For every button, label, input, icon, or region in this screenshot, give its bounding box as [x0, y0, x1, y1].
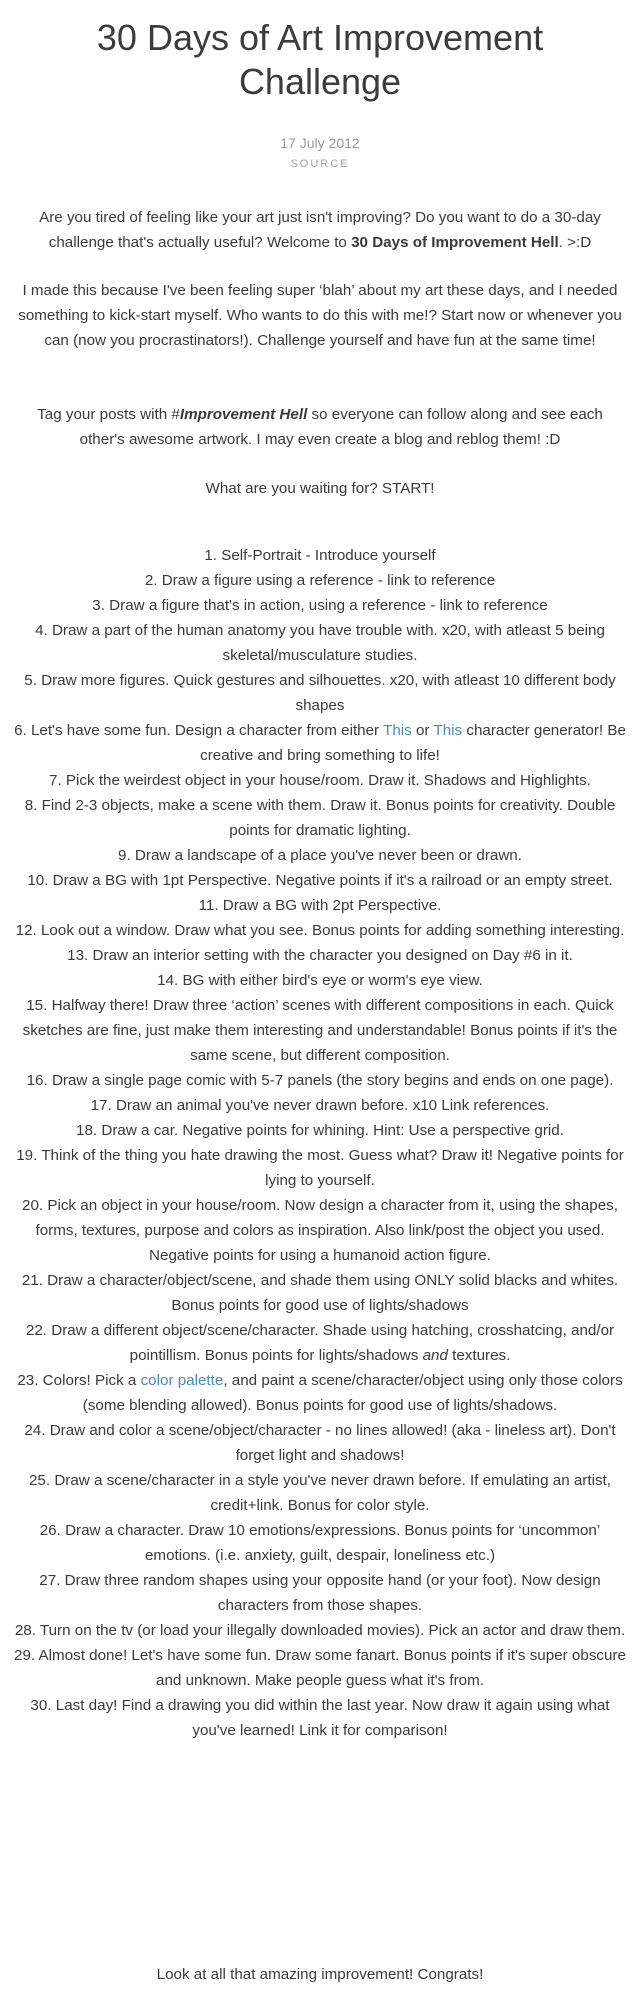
challenge-item-26: 26. Draw a character. Draw 10 emotions/expressions. Bonus points for ‘uncommon’ emotions. (i.e. anxiety, guilt, despair, loneliness etc.): [39, 1522, 601, 1564]
hashtag: Improvement Hell: [179, 406, 308, 423]
challenge-item-30: 30. Last day! Find a drawing you did within the last year. Now draw it again using what you've learned! Link it for comparison!: [30, 1697, 610, 1739]
challenge-item-24: 24. Draw and color a scene/object/character - no lines allowed! (aka - lineless art). Don't forget light and shadows!: [24, 1422, 616, 1464]
character-generator-link-2[interactable]: This: [433, 722, 463, 739]
challenge-item-17: 17. Draw an animal you've never drawn before. x10 Link references.: [90, 1097, 550, 1114]
challenge-item-23: 23. Colors! Pick a color palette, and paint a scene/character/object using only those colors (some blending allowed). Bonus points for good use of lights/shadows.: [17, 1372, 623, 1414]
color-palette-link[interactable]: color palette: [140, 1372, 224, 1389]
page-title: 30 Days of Art Improvement Challenge: [96, 17, 544, 102]
challenge-item-7: 7. Pick the weirdest object in your house/room. Draw it. Shadows and Highlights.: [49, 772, 591, 789]
challenge-item-15: 15. Halfway there! Draw three ‘action’ scenes with different compositions in each. Quick sketches are fine, just make them interesting and understandable! Bonus points if it's the same scene, but different composition.: [22, 997, 618, 1064]
character-generator-link-1[interactable]: This: [383, 722, 412, 739]
challenge-item-29: 29. Almost done! Let's have some fun. Draw some fanart. Bonus points if it's super obscure and unknown. Make people guess what it's from.: [14, 1647, 626, 1689]
challenge-item-2: 2. Draw a figure using a reference - link to reference: [144, 572, 496, 589]
intro-paragraph-2: I made this because I've been feeling super ‘blah’ about my art these days, and I needed something to kick-start myself. Who wants to do this with me!? Start now or whenever you can (now you procrastinators!). Challenge yourself and have fun at the same time!: [18, 282, 622, 349]
source-link[interactable]: SOURCE: [290, 158, 350, 170]
intro-paragraph-1: Are you tired of feeling like your art just isn't improving? Do you want to do a 30-day challenge that's actually useful? Welcome to 30 Days of Improvement Hell. >:D: [39, 209, 601, 251]
challenge-item-6: 6. Let's have some fun. Design a character from either This or This character generator! Be creative and bring something to life!: [14, 722, 626, 764]
challenge-item-3: 3. Draw a figure that's in action, using a reference - link to reference: [92, 597, 548, 614]
challenge-item-25: 25. Draw a scene/character in a style you've never drawn before. If emulating an artist, credit+link. Bonus for color style.: [28, 1472, 611, 1514]
challenge-item-20: 20. Pick an object in your house/room. Now design a character from it, using the shapes, forms, textures, purpose and colors as inspiration. Also link/post the object you used. Negative points for using a humanoid action figure.: [22, 1197, 618, 1264]
challenge-item-16: 16. Draw a single page comic with 5-7 panels (the story begins and ends on one page).: [26, 1072, 614, 1089]
challenge-item-9: 9. Draw a landscape of a place you've never been or drawn.: [118, 847, 522, 864]
challenge-item-21: 21. Draw a character/object/scene, and shade them using ONLY solid blacks and whites. Bonus points for good use of lights/shadows: [21, 1272, 619, 1314]
challenge-list: [10, 543, 630, 1743]
challenge-item-10: 10. Draw a BG with 1pt Perspective. Negative points if it's a railroad or an empty street.: [27, 872, 613, 889]
post-date: 17 July 2012: [280, 135, 360, 151]
intro-paragraph-3: Tag your posts with #Improvement Hell so everyone can follow along and see each other's awesome artwork. I may even create a blog and reblog them! :D: [37, 406, 603, 448]
challenge-item-14: 14. BG with either bird's eye or worm's eye view.: [157, 972, 483, 989]
challenge-item-22: 22. Draw a different object/scene/character. Shade using hatching, crosshatcing, and/or pointillism. Bonus points for lights/shadows and textures.: [25, 1322, 615, 1364]
challenge-item-4: 4. Draw a part of the human anatomy you have trouble with. x20, with atleast 5 being skeletal/musculature studies.: [35, 622, 605, 664]
challenge-item-28: 28. Turn on the tv (or load your illegally downloaded movies). Pick an actor and draw them.: [14, 1622, 626, 1639]
challenge-item-27: 27. Draw three random shapes using your opposite hand (or your foot). Now design characters from those shapes.: [39, 1572, 601, 1614]
closing-line: Look at all that amazing improvement! Congrats!: [156, 1966, 484, 1983]
challenge-item-5: 5. Draw more figures. Quick gestures and silhouettes. x20, with atleast 10 different body shapes: [24, 672, 616, 714]
challenge-item-12: 12. Look out a window. Draw what you see. Bonus points for adding something interesting.: [15, 922, 625, 939]
challenge-item-13: 13. Draw an interior setting with the character you designed on Day #6 in it.: [67, 947, 573, 964]
challenge-item-1: 1. Self-Portrait - Introduce yourself: [204, 547, 436, 564]
challenge-item-19: 19. Think of the thing you hate drawing the most. Guess what? Draw it! Negative points for lying to yourself.: [16, 1147, 624, 1189]
intro-paragraph-4: What are you waiting for? START!: [205, 480, 435, 497]
challenge-item-8: 8. Find 2-3 objects, make a scene with them. Draw it. Bonus points for creativity. Double points for dramatic lighting.: [24, 797, 616, 839]
challenge-item-11: 11. Draw a BG with 2pt Perspective.: [198, 897, 442, 914]
challenge-name: 30 Days of Improvement Hell: [351, 234, 559, 251]
challenge-item-18: 18. Draw a car. Negative points for whining. Hint: Use a perspective grid.: [76, 1122, 564, 1139]
